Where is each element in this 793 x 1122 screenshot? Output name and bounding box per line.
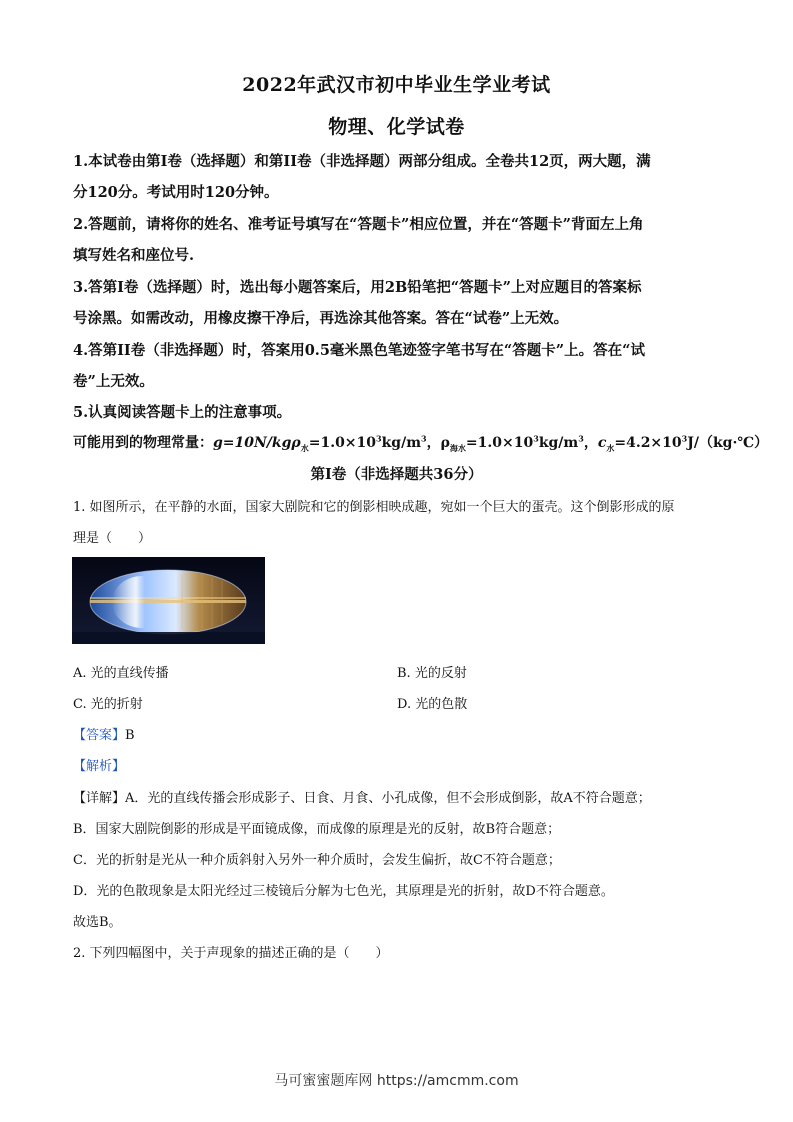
answer-tag: 【答案】 <box>73 728 126 743</box>
conclusion: 故选B。 <box>73 915 122 930</box>
physical-constants: 可能用到的物理常量：$g=10N/kg\rho_水=1.0\times 10^3kg/m^3$，$\rho_{海水}=1.0\times 10^3kg/m^3$，$c_水=4.2\times 10^3J/(kg\cdot℃)$ <box>73 433 769 453</box>
instruction-line: 3.答第I卷（选择题）时，选出每小题答案后，用2B铅笔把“答题卡”上对应题目的答案标 <box>73 279 642 296</box>
question-1-stem: 1. 如图所示，在平静的水面，国家大剧院和它的倒影相映成趣，宛如一个巨大的蛋壳。这个倒影形成的原 <box>73 500 675 515</box>
option-b: B. 光的反射 <box>397 666 467 681</box>
detail-tag: 【详解】 <box>73 791 126 806</box>
detail-line: C．光的折射是光从一种介质斜射入另外一种介质时，会发生偏折，故C不符合题意； <box>73 853 561 868</box>
instruction-line: 4.答第II卷（非选择题）时，答案用0.5毫米黑色笔迹签字笔书写在“答题卡”上。答在“试 <box>73 342 645 359</box>
detail-line: D．光的色散现象是太阳光经过三棱镜后分解为七色光，其原理是光的折射，故D不符合题意。 <box>73 884 614 899</box>
question-2-stem: 2. 下列四幅图中，关于声现象的描述正确的是（ ） <box>73 946 389 961</box>
detail-line: 【详解】A．光的直线传播会形成影子、日食、月食、小孔成像，但不会形成倒影，故A不符合题意； <box>73 791 651 806</box>
instruction-line: 1.本试卷由第I卷（选择题）和第II卷（非选择题）两部分组成。全卷共12页，两大题，满 <box>73 153 651 170</box>
section-title: 第I卷（非选择题共36分） <box>310 466 483 483</box>
exam-title: 2022年武汉市初中毕业生学业考试 <box>242 74 551 96</box>
analysis-tag: 【解析】 <box>73 759 126 774</box>
option-d: D. 光的色散 <box>397 697 468 712</box>
detail-line: B．国家大剧院倒影的形成是平面镜成像，而成像的原理是光的反射，故B符合题意； <box>73 822 561 837</box>
national-theatre-photo <box>72 557 265 644</box>
answer-value: B <box>125 728 135 743</box>
instruction-line: 5.认真阅读答题卡上的注意事项。 <box>73 404 292 421</box>
question-1-stem: 理是（ ） <box>73 531 152 546</box>
instruction-line: 分120分。考试用时120分钟。 <box>73 184 279 201</box>
option-c: C. 光的折射 <box>73 697 143 712</box>
instruction-line: 填写姓名和座位号. <box>73 247 195 264</box>
answer-line <box>73 724 723 743</box>
instruction-line: 2.答题前，请将你的姓名、准考证号填写在“答题卡”相应位置，并在“答题卡”背面左上角 <box>73 216 644 233</box>
instruction-line: 号涂黑。如需改动，用橡皮擦干净后，再选涂其他答案。答在“试卷”上无效。 <box>73 310 569 327</box>
watermark-footer: 马可蜜蜜题库网 https://amcmm.com <box>274 1073 519 1089</box>
exam-subtitle: 物理、化学试卷 <box>328 116 465 138</box>
instruction-line: 卷”上无效。 <box>73 373 154 390</box>
option-a: A. 光的直线传播 <box>73 666 169 681</box>
national-theatre-reflection-image <box>72 557 265 644</box>
